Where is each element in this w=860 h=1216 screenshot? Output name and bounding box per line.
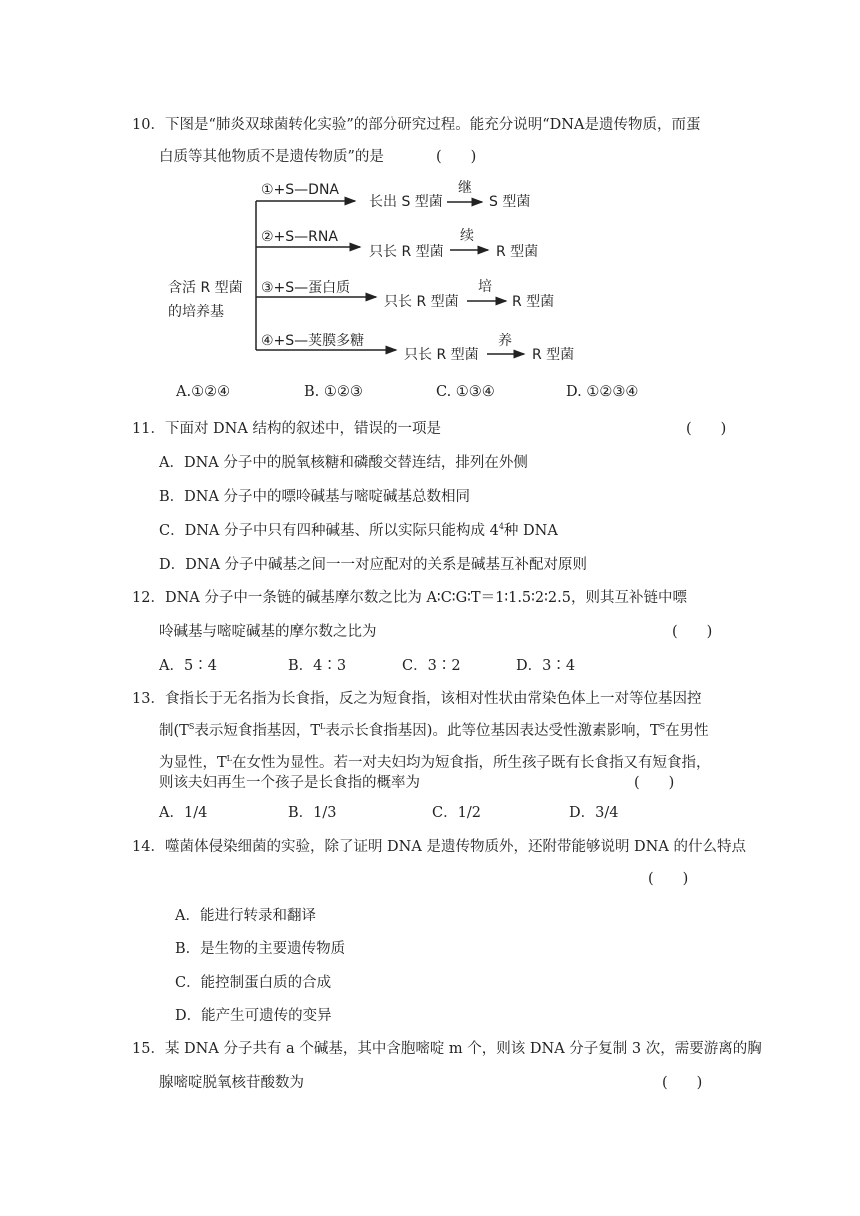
branch4-result: 只长 R 型菌 [404, 347, 479, 363]
q13-answer-paren: ( ) [634, 775, 675, 791]
q11-option-c-pre: C．DNA 分子中只有四种碱基、所以实际只能构成 4 [159, 523, 499, 539]
q13-sup-s-1: S [188, 722, 195, 731]
q11-option-c-sup: 4 [498, 522, 504, 531]
branch3-word: 培 [478, 279, 492, 295]
q11-stem: 11．下面对 DNA 结构的叙述中，错误的一项是 [132, 421, 441, 437]
q12-answer-paren: ( ) [672, 624, 713, 640]
q13-stem-line3 [159, 751, 710, 772]
q13-line2-b: 表示短食指基因，T [194, 723, 320, 739]
q13-line2-d: 在男性 [665, 723, 709, 739]
q13-sup-l-2: L [226, 754, 232, 763]
q12-option-b[interactable]: B．4∶3 [288, 658, 347, 674]
q14-stem: 14．噬菌体侵染细菌的实验，除了证明 DNA 是遗传物质外，还附带能够说明 DNA 的什么特点 [132, 839, 746, 855]
q13-option-a[interactable]: A．1/4 [159, 805, 208, 821]
q11-option-d[interactable]: D．DNA 分子中碱基之间一一对应配对的关系是碱基互补配对原则 [159, 557, 588, 573]
branch2-result: 只长 R 型菌 [369, 244, 444, 260]
q13-line3-a: 为显性，T [159, 755, 227, 771]
branch1-word: 继 [458, 180, 472, 196]
q12-stem-line1: 12．DNA 分子中一条链的碱基摩尔数之比为 A∶C∶G∶T＝1∶1.5∶2∶2.5，则其互补链中嘌 [132, 590, 687, 606]
q13-option-b[interactable]: B．1/3 [288, 805, 337, 821]
q14-option-b[interactable]: B．是生物的主要遗传物质 [175, 941, 346, 957]
q14-option-d[interactable]: D．能产生可遗传的变异 [175, 1008, 332, 1024]
diagram-source-line2: 的培养基 [168, 304, 224, 320]
q11-option-c[interactable] [159, 519, 558, 540]
branch3-final: R 型菌 [512, 294, 555, 310]
branch1-result: 长出 S 型菌 [369, 194, 443, 210]
q13-stem-line2 [159, 719, 709, 740]
q15-answer-paren: ( ) [662, 1075, 703, 1091]
q10-option-d[interactable]: D. ①②③④ [566, 384, 639, 400]
branch4-label: ④+S—荚膜多糖 [261, 333, 365, 349]
q13-line2-a: 制(T [159, 723, 189, 739]
q11-option-c-post: 种 DNA [503, 523, 558, 539]
q11-option-a[interactable]: A．DNA 分子中的脱氧核糖和磷酸交替连结，排列在外侧 [159, 455, 528, 471]
transformation-experiment-diagram [160, 175, 600, 375]
q12-stem-line2: 呤碱基与嘧啶碱基的摩尔数之比为 [159, 624, 377, 640]
branch1-final: S 型菌 [489, 194, 531, 210]
branch4-word: 养 [498, 333, 512, 349]
q13-sup-l-1: L [320, 722, 326, 731]
q13-line3-b: 在女性为显性。若一对夫妇均为短食指，所生孩子既有长食指又有短食指， [231, 755, 711, 771]
branch3-result: 只长 R 型菌 [384, 294, 459, 310]
q13-option-c[interactable]: C．1/2 [432, 805, 481, 821]
q14-answer-paren: ( ) [648, 871, 689, 887]
q10-option-a[interactable]: A.①②④ [176, 384, 231, 400]
branch3-label: ③+S—蛋白质 [261, 280, 351, 296]
q12-option-a[interactable]: A．5∶4 [159, 658, 217, 674]
q11-answer-paren: ( ) [686, 421, 727, 437]
q14-option-a[interactable]: A．能进行转录和翻译 [175, 908, 316, 924]
diagram-source-line1: 含活 R 型菌 [168, 280, 243, 296]
q12-option-d[interactable]: D．3∶4 [516, 658, 576, 674]
q13-option-d[interactable]: D．3/4 [569, 805, 619, 821]
q13-line2-c: 表示长食指基因)。此等位基因表达受性激素影响，T [325, 723, 660, 739]
q10-stem-line2: 白质等其他物质不是遗传物质”的是 [159, 149, 384, 165]
q13-stem-line4: 则该夫妇再生一个孩子是长食指的概率为 [159, 775, 420, 791]
q14-option-c[interactable]: C．能控制蛋白质的合成 [175, 975, 332, 991]
q15-stem-line2: 腺嘧啶脱氧核苷酸数为 [159, 1075, 304, 1091]
q15-stem-line1: 15．某 DNA 分子共有 a 个碱基，其中含胞嘧啶 m 个，则该 DNA 分子复制 3 次，需要游离的胸 [132, 1041, 762, 1057]
q12-option-c[interactable]: C．3∶2 [402, 658, 461, 674]
q10-stem-line1: 10．下图是“肺炎双球菌转化实验”的部分研究过程。能充分说明“DNA是遗传物质，而蛋 [132, 117, 701, 133]
branch1-label: ①+S—DNA [261, 182, 339, 198]
q11-option-b[interactable]: B．DNA 分子中的嘌呤碱基与嘧啶碱基总数相同 [159, 489, 471, 505]
q13-sup-s-2: S [659, 722, 666, 731]
q10-option-c[interactable]: C. ①③④ [436, 384, 495, 400]
q13-stem-line1: 13．食指长于无名指为长食指，反之为短食指，该相对性状由常染色体上一对等位基因控 [132, 691, 702, 707]
q10-answer-paren: ( ) [436, 149, 477, 165]
branch2-final: R 型菌 [496, 244, 539, 260]
branch2-label: ②+S—RNA [261, 229, 338, 245]
branch4-final: R 型菌 [532, 347, 575, 363]
branch2-word: 续 [460, 228, 474, 244]
q10-option-b[interactable]: B. ①②③ [304, 384, 363, 400]
